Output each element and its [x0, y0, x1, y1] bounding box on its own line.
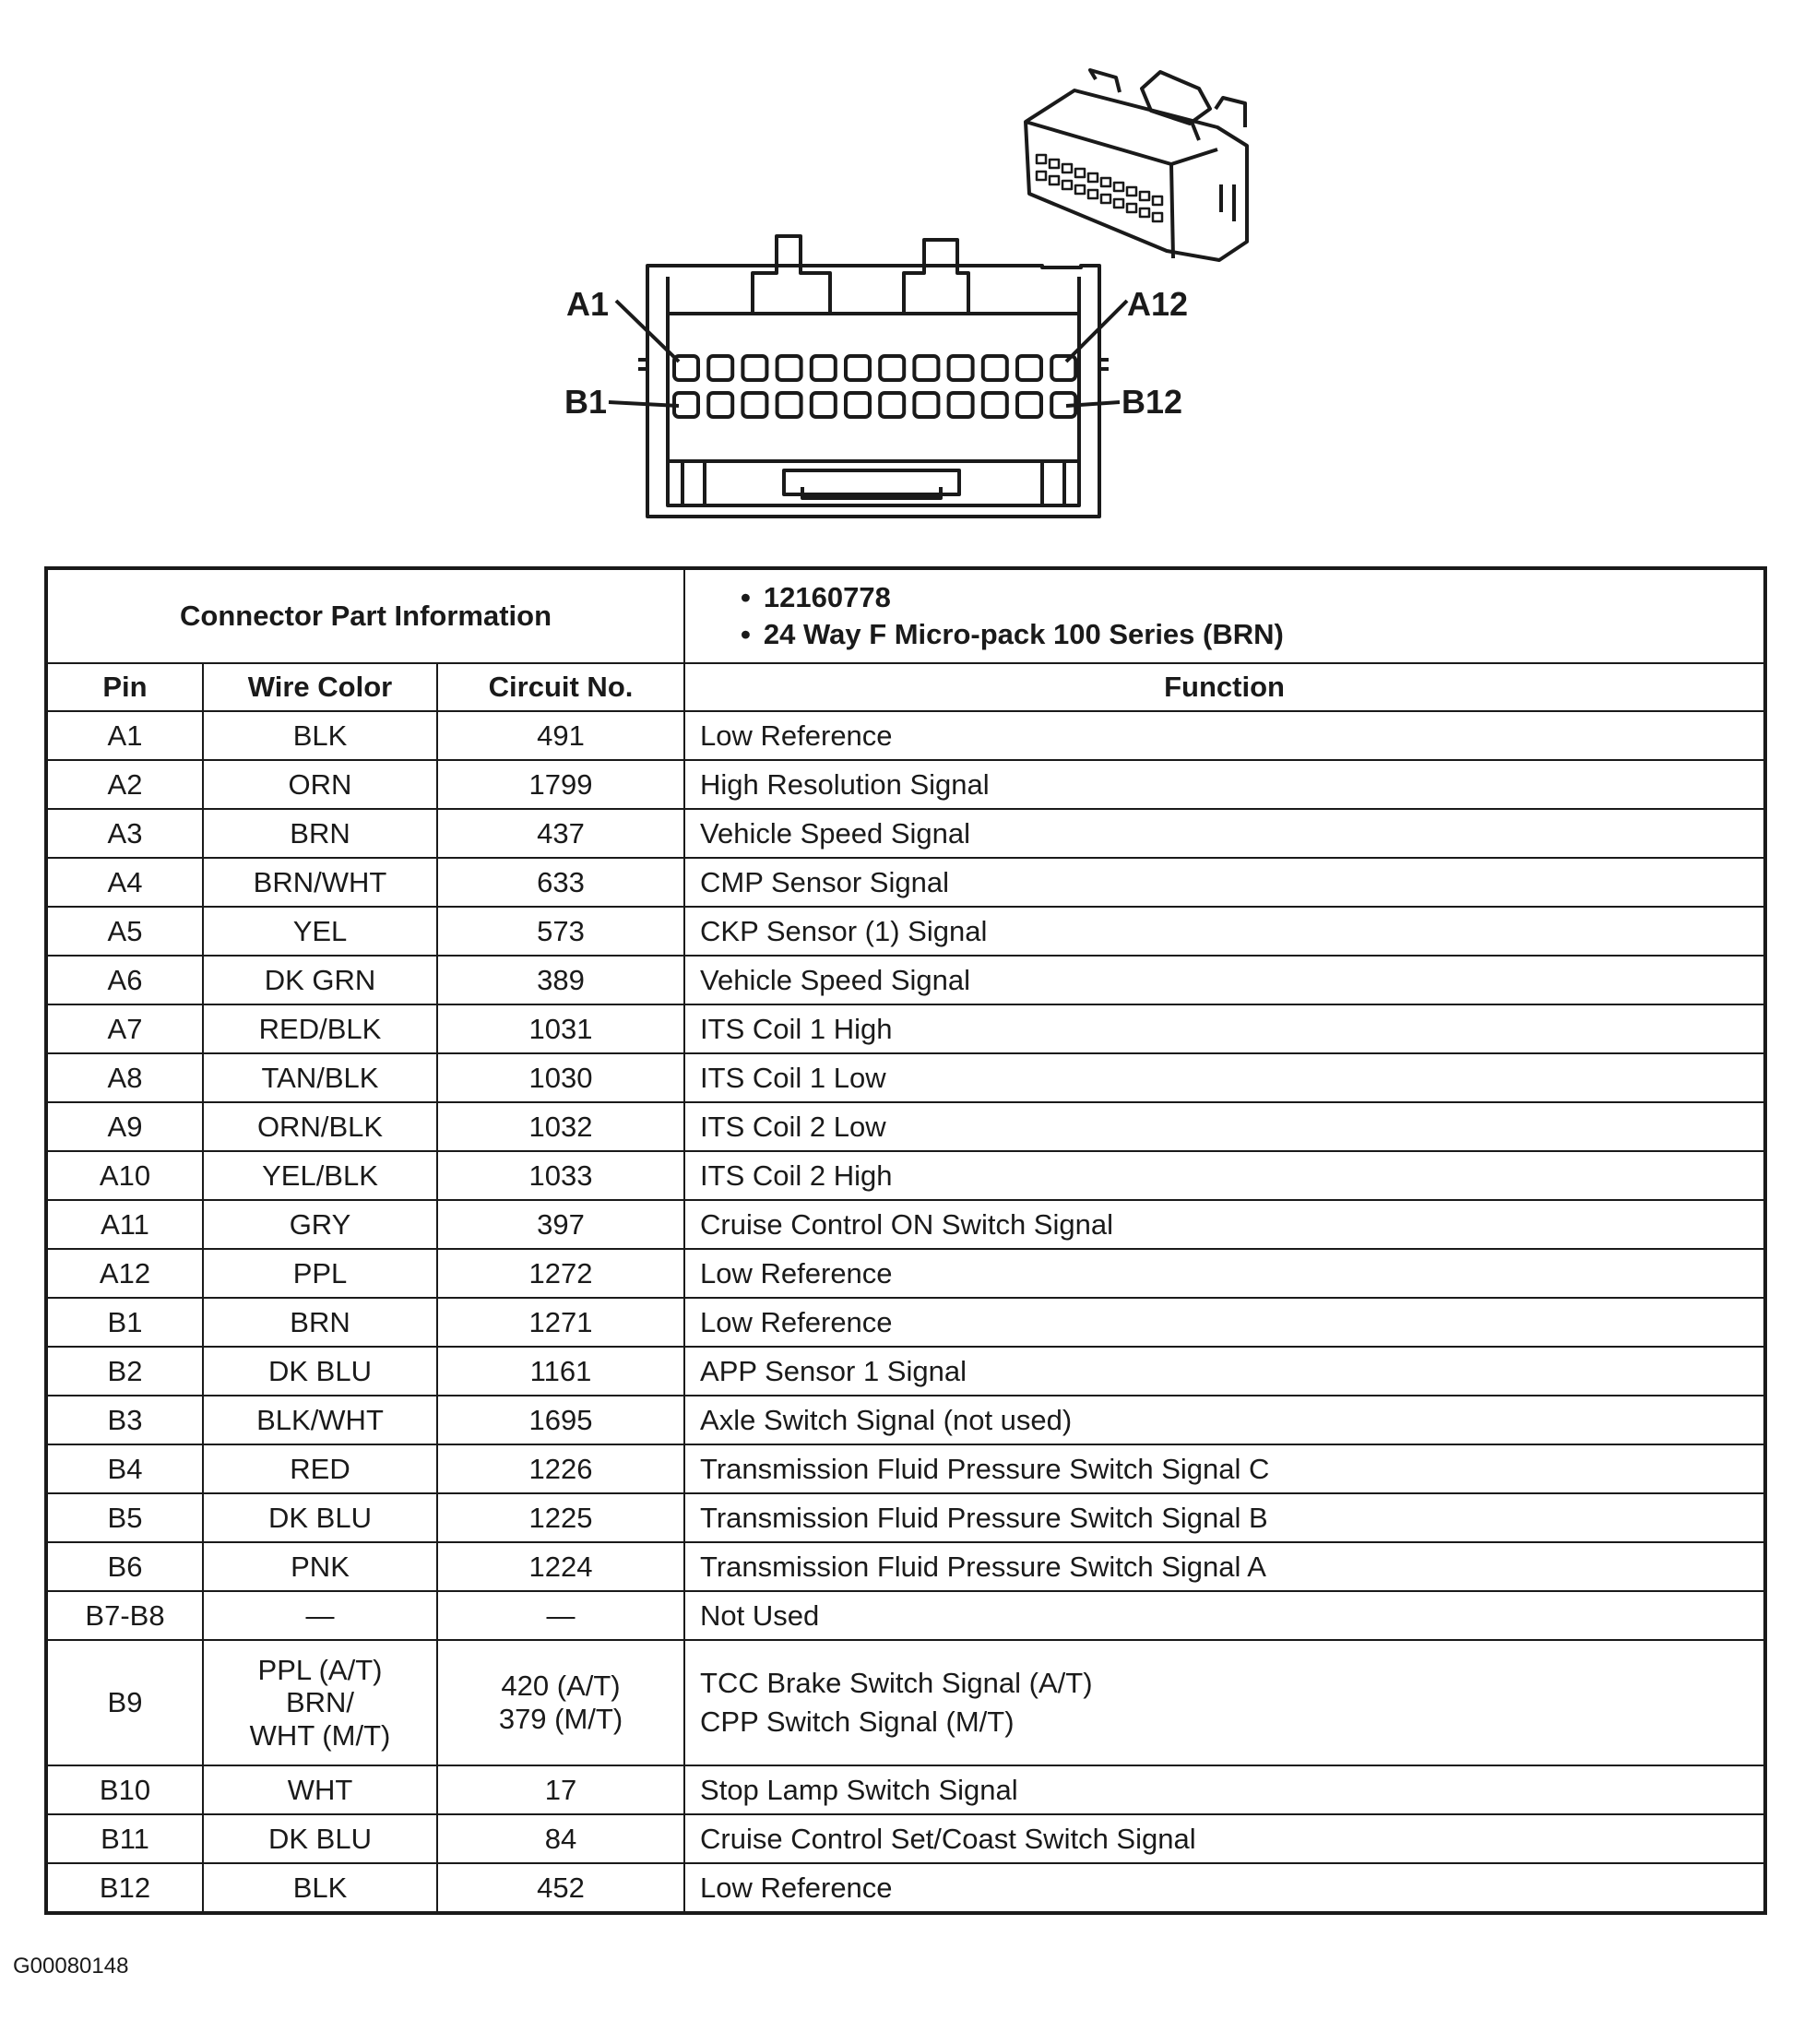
wire-color-cell: BLK — [203, 1863, 437, 1913]
wire-color-cell: DK GRN — [203, 956, 437, 1004]
function-cell: Low Reference — [684, 1298, 1765, 1347]
pin-cavity-a8 — [914, 356, 938, 380]
wire-color-cell: RED/BLK — [203, 1004, 437, 1053]
pin-cell: B10 — [46, 1765, 203, 1814]
column-header-row — [46, 663, 1765, 711]
pin-cell: A1 — [46, 711, 203, 760]
table-row — [46, 1151, 1765, 1200]
connector-part-info-values — [684, 568, 1765, 663]
function-cell: CMP Sensor Signal — [684, 858, 1765, 907]
function-cell-line: CPP Switch Signal (M/T) — [700, 1705, 1015, 1738]
pin-cell: B7-B8 — [46, 1591, 203, 1640]
function-cell: APP Sensor 1 Signal — [684, 1347, 1765, 1396]
pin-cavity-a2 — [708, 356, 732, 380]
pin-cavity-a7 — [880, 356, 904, 380]
function-cell: Vehicle Speed Signal — [684, 809, 1765, 858]
pin-cell: A7 — [46, 1004, 203, 1053]
label-b1: B1 — [564, 383, 608, 421]
table-row — [46, 1347, 1765, 1396]
circuit-cell — [437, 1640, 684, 1765]
function-cell: ITS Coil 1 High — [684, 1004, 1765, 1053]
pin-cavity-a10 — [983, 356, 1007, 380]
circuit-cell: 1033 — [437, 1151, 684, 1200]
circuit-cell: 17 — [437, 1765, 684, 1814]
wire-color-cell: TAN/BLK — [203, 1053, 437, 1102]
pin-cell: A10 — [46, 1151, 203, 1200]
table-row — [46, 760, 1765, 809]
function-cell: Transmission Fluid Pressure Switch Signal B — [684, 1493, 1765, 1542]
function-cell: Cruise Control ON Switch Signal — [684, 1200, 1765, 1249]
table-row — [46, 1765, 1765, 1814]
column-header-pin: Pin — [46, 663, 203, 711]
column-header-function: Function — [684, 663, 1765, 711]
wire-color-cell: PPL — [203, 1249, 437, 1298]
wire-color-cell: BLK/WHT — [203, 1396, 437, 1444]
wire-color-cell: BRN — [203, 1298, 437, 1347]
figure-id: G00080148 — [13, 1954, 129, 1979]
circuit-cell: 491 — [437, 711, 684, 760]
function-cell: CKP Sensor (1) Signal — [684, 907, 1765, 956]
table-row — [46, 1102, 1765, 1151]
pin-cavity-b3 — [742, 393, 766, 417]
wire-color-cell: WHT — [203, 1765, 437, 1814]
function-cell: ITS Coil 2 Low — [684, 1102, 1765, 1151]
table-row — [46, 858, 1765, 907]
column-header-circuit-no: Circuit No. — [437, 663, 684, 711]
pin-cavities — [674, 356, 1075, 417]
table-row — [46, 907, 1765, 956]
table-row — [46, 1396, 1765, 1444]
wire-color-cell: BLK — [203, 711, 437, 760]
circuit-cell: 1031 — [437, 1004, 684, 1053]
pin-cavity-b11 — [1017, 393, 1041, 417]
function-cell: Transmission Fluid Pressure Switch Signal A — [684, 1542, 1765, 1591]
pin-cavity-a12 — [1051, 356, 1075, 380]
table-row — [46, 1298, 1765, 1347]
pin-cavity-a5 — [812, 356, 836, 380]
circuit-cell-line: 420 (A/T) — [501, 1670, 621, 1703]
pin-cavity-b8 — [914, 393, 938, 417]
pin-cell: B1 — [46, 1298, 203, 1347]
circuit-cell: 1271 — [437, 1298, 684, 1347]
circuit-cell: 1226 — [437, 1444, 684, 1493]
table-row — [46, 1493, 1765, 1542]
circuit-cell: 389 — [437, 956, 684, 1004]
wire-color-cell: BRN — [203, 809, 437, 858]
pin-cell: A5 — [46, 907, 203, 956]
wire-color-cell: ORN — [203, 760, 437, 809]
circuit-cell: 1225 — [437, 1493, 684, 1542]
table-row — [46, 1004, 1765, 1053]
pin-cell: B6 — [46, 1542, 203, 1591]
function-cell: Low Reference — [684, 1249, 1765, 1298]
part-number: • 12160778 — [741, 581, 1763, 614]
wire-color-cell: — — [203, 1591, 437, 1640]
wire-color-cell: PNK — [203, 1542, 437, 1591]
connector-part-info-row — [46, 568, 1765, 663]
function-cell: Vehicle Speed Signal — [684, 956, 1765, 1004]
function-cell: Cruise Control Set/Coast Switch Signal — [684, 1814, 1765, 1863]
table-row — [46, 1444, 1765, 1493]
pin-cell: B5 — [46, 1493, 203, 1542]
pin-cavity-a3 — [742, 356, 766, 380]
circuit-cell: 1695 — [437, 1396, 684, 1444]
table-row — [46, 956, 1765, 1004]
table-row — [46, 809, 1765, 858]
pin-cavity-b10 — [983, 393, 1007, 417]
wire-color-cell-line: WHT (M/T) — [249, 1718, 391, 1752]
function-cell — [684, 1640, 1765, 1765]
pin-cell: B12 — [46, 1863, 203, 1913]
function-cell: Axle Switch Signal (not used) — [684, 1396, 1765, 1444]
wire-color-cell: GRY — [203, 1200, 437, 1249]
part-description: • 24 Way F Micro-pack 100 Series (BRN) — [741, 618, 1763, 651]
pin-cavity-a6 — [846, 356, 870, 380]
column-header-wire-color: Wire Color — [203, 663, 437, 711]
function-cell: Stop Lamp Switch Signal — [684, 1765, 1765, 1814]
wire-color-cell: YEL — [203, 907, 437, 956]
connector-pinout-table — [44, 566, 1767, 1915]
pin-cell: A3 — [46, 809, 203, 858]
pin-cavity-b4 — [777, 393, 801, 417]
circuit-cell: 1272 — [437, 1249, 684, 1298]
table-row — [46, 711, 1765, 760]
connector-isometric-pins — [1037, 155, 1162, 221]
wire-color-cell: DK BLU — [203, 1347, 437, 1396]
table-row — [46, 1814, 1765, 1863]
label-b12: B12 — [1122, 383, 1183, 421]
circuit-cell: 452 — [437, 1863, 684, 1913]
function-cell: Low Reference — [684, 711, 1765, 760]
circuit-cell: 1799 — [437, 760, 684, 809]
pin-cell: B9 — [46, 1640, 203, 1765]
table-row — [46, 1053, 1765, 1102]
table-row — [46, 1863, 1765, 1913]
function-cell: Transmission Fluid Pressure Switch Signal C — [684, 1444, 1765, 1493]
wire-color-cell-line: PPL (A/T) — [257, 1653, 383, 1686]
label-a12: A12 — [1127, 285, 1189, 323]
table-row — [46, 1249, 1765, 1298]
wire-color-cell: YEL/BLK — [203, 1151, 437, 1200]
pin-cell: A4 — [46, 858, 203, 907]
circuit-cell: 1161 — [437, 1347, 684, 1396]
pin-cavity-b9 — [949, 393, 973, 417]
table-row — [46, 1542, 1765, 1591]
circuit-cell: 633 — [437, 858, 684, 907]
wire-color-cell — [203, 1640, 437, 1765]
circuit-cell: 84 — [437, 1814, 684, 1863]
pin-cavity-a4 — [777, 356, 801, 380]
wire-color-cell-line: BRN/ — [285, 1686, 355, 1719]
pin-cavity-a9 — [949, 356, 973, 380]
pin-cell: A9 — [46, 1102, 203, 1151]
circuit-cell: 573 — [437, 907, 684, 956]
function-cell: ITS Coil 1 Low — [684, 1053, 1765, 1102]
circuit-cell-line: 379 (M/T) — [498, 1703, 623, 1735]
pin-cell: A6 — [46, 956, 203, 1004]
pin-cell: A11 — [46, 1200, 203, 1249]
wire-color-cell: RED — [203, 1444, 437, 1493]
wire-color-cell: DK BLU — [203, 1814, 437, 1863]
pin-cavity-a11 — [1017, 356, 1041, 380]
pin-cavity-b5 — [812, 393, 836, 417]
function-cell: Not Used — [684, 1591, 1765, 1640]
function-cell: Low Reference — [684, 1863, 1765, 1913]
connector-diagram — [0, 0, 1804, 553]
circuit-cell: 1032 — [437, 1102, 684, 1151]
function-cell-line: TCC Brake Switch Signal (A/T) — [700, 1667, 1093, 1700]
pin-cell: B2 — [46, 1347, 203, 1396]
pin-cavity-b2 — [708, 393, 732, 417]
table-row-b9 — [46, 1640, 1765, 1765]
wire-color-cell: DK BLU — [203, 1493, 437, 1542]
label-a1: A1 — [566, 285, 610, 323]
pin-cell: A2 — [46, 760, 203, 809]
pin-cavity-b7 — [880, 393, 904, 417]
pin-cell: A8 — [46, 1053, 203, 1102]
function-cell: ITS Coil 2 High — [684, 1151, 1765, 1200]
table-row — [46, 1200, 1765, 1249]
connector-part-info-label: Connector Part Information — [46, 568, 684, 663]
pin-cell: B4 — [46, 1444, 203, 1493]
circuit-cell: 397 — [437, 1200, 684, 1249]
pin-cavity-b6 — [846, 393, 870, 417]
wire-color-cell: BRN/WHT — [203, 858, 437, 907]
circuit-cell: 1224 — [437, 1542, 684, 1591]
pin-cell: A12 — [46, 1249, 203, 1298]
wire-color-cell: ORN/BLK — [203, 1102, 437, 1151]
circuit-cell: — — [437, 1591, 684, 1640]
leader-line-a12 — [1066, 301, 1127, 362]
table-row — [46, 1591, 1765, 1640]
function-cell: High Resolution Signal — [684, 760, 1765, 809]
circuit-cell: 1030 — [437, 1053, 684, 1102]
circuit-cell: 437 — [437, 809, 684, 858]
pin-cell: B3 — [46, 1396, 203, 1444]
pin-cell: B11 — [46, 1814, 203, 1863]
